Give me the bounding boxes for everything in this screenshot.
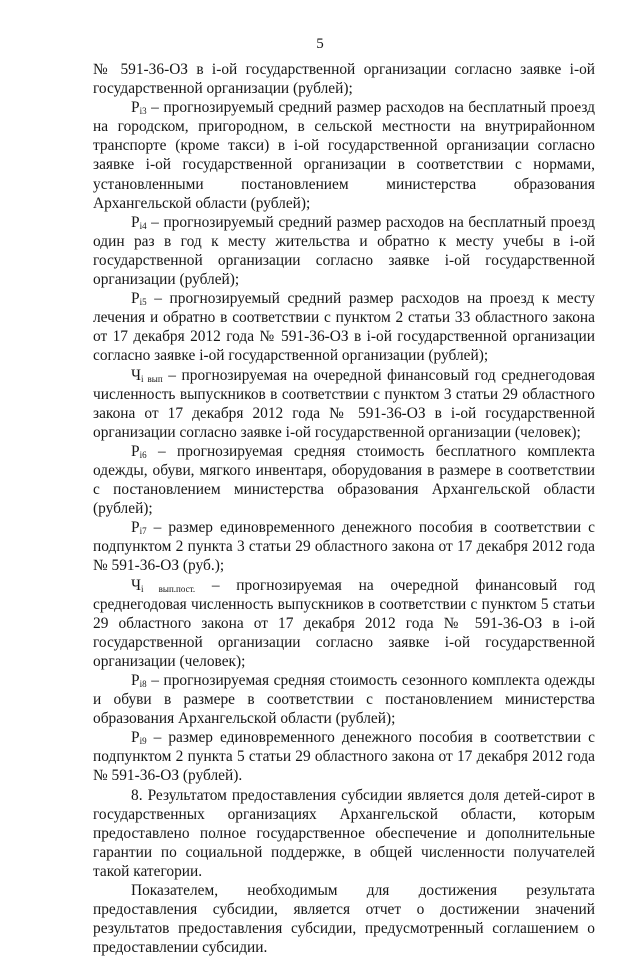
paragraph-continuation: № 591-36-ОЗ в i-ой государственной организации согласно заявке i-ой государственной организации (рублей); bbox=[93, 61, 595, 98]
formula-symbol: $P_{i6}$ bbox=[131, 442, 147, 460]
document-body bbox=[93, 60, 595, 957]
definition-p-i8: $P_{i8}$ – прогнозируемая средняя стоимость сезонного комплекта одежды и обуви в размере в соответствии с постановлением министерства образования Архангельской области (рублей); bbox=[93, 672, 595, 728]
definition-p-i7: $P_{i7}$ – размер единовременного денежного пособия в соответствии с подпунктом 2 пункта 3 статьи 29 областного закона от 17 декабря 2012 года № 591-36-ОЗ (руб.); bbox=[93, 519, 595, 575]
definition-p-i4: $P_{i4}$ – прогнозируемый средний размер расходов на бесплатный проезд один раз в год к месту жительства и обратно к месту учебы в i-ой государственной организации согласно заявке i-ой государственной организации (рублей); bbox=[93, 213, 595, 289]
definition-ch-i-vyp-post: $Ч_{i вып.пост.}$ – прогнозируемая на очередной финансовый год среднегодовая численность выпускников в соответствии с пунктом 5 статьи 29 областного закона от 17 декабря 2012 года № 591-36-ОЗ в i-ой государственной организации согласно заявке i-ой государственной организации (человек); bbox=[93, 576, 595, 670]
indicator-paragraph: Показателем, необходимым для достижения результата предоставления субсидии, является отчет о достижении значений результатов предоставления субсидии, предусмотренный соглашением о предоставлении субсидии. bbox=[93, 882, 595, 957]
formula-symbol: $P_{i7}$ bbox=[131, 519, 147, 537]
definition-p-i3: $P_{i3}$ – прогнозируемый средний размер расходов на бесплатный проезд на городском, пригородном, в сельской местности на внутрирайонном транспорте (кроме такси) в i-ой государственной организации согласно заявке i-ой государственной организации в соответствии с нормами, установленными постановлением министерства образования Архангельской области (рублей); bbox=[93, 99, 595, 212]
formula-symbol: $P_{i3}$ bbox=[131, 99, 147, 117]
formula-symbol: $Ч_{i вып}$ bbox=[131, 366, 163, 384]
definition-p-i6: $P_{i6}$ – прогнозируемая средняя стоимость бесплатного комплекта одежды, обуви, мягкого инвентаря, оборудования в размере в соответствии с постановлением министерства образования Архангельской области (рублей); bbox=[93, 442, 595, 518]
definition-p-i5: $P_{i5}$ – прогнозируемый средний размер расходов на проезд к месту лечения и обратно в соответствии с пунктом 2 статьи 33 областного закона от 17 декабря 2012 года № 591-36-ОЗ в i-ой государственной организации согласно заявке i-ой государственной организации (рублей); bbox=[93, 290, 595, 365]
formula-symbol: $P_{i5}$ bbox=[131, 290, 147, 308]
formula-symbol: $P_{i9}$ bbox=[131, 729, 147, 747]
page-number: 5 bbox=[316, 36, 324, 52]
formula-symbol: $P_{i4}$ bbox=[131, 213, 147, 231]
definition-ch-i-vyp: $Ч_{i вып}$ – прогнозируемая на очередной финансовый год среднегодовая численность выпускников в соответствии с пунктом 3 статьи 29 областного закона от 17 декабря 2012 года № 591-36-ОЗ в i-ой государственной организации согласно заявке i-ой государственной организации (человек); bbox=[93, 366, 595, 441]
formula-symbol: $P_{i8}$ bbox=[131, 672, 147, 689]
section-8-paragraph: 8. Результатом предоставления субсидии является доля детей-сирот в государственных организациях Архангельской области, которым предоставлено полное государственное обеспечение и дополнительные гарантии по социальной поддержке, в общей численности получателей такой категории. bbox=[93, 786, 595, 880]
formula-symbol: $Ч_{i вып.пост.}$ bbox=[131, 576, 196, 594]
definition-p-i9: $P_{i9}$ – размер единовременного денежного пособия в соответствии с подпунктом 2 пункта 5 статьи 29 областного закона от 17 декабря 2012 года № 591-36-ОЗ (рублей). bbox=[93, 729, 595, 785]
